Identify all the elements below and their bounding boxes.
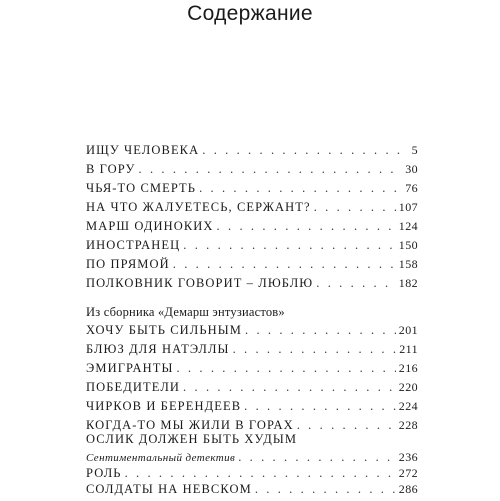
- toc-leader-dots: [297, 418, 396, 433]
- toc-entry-title: ПОЛКОВНИК ГОВОРИТ – ЛЮБЛЮ: [86, 276, 314, 290]
- toc-entry-title: ПО ПРЯМОЙ: [86, 257, 170, 271]
- toc-entry-title: МАРШ ОДИНОКИХ: [86, 219, 214, 233]
- toc-leader-dots: [125, 466, 396, 481]
- page-title: Содержание: [187, 2, 313, 25]
- toc-entry-page: 228: [398, 418, 418, 432]
- toc-entry-title: ПОБЕДИТЕЛИ: [86, 380, 181, 394]
- toc-leader-dots: [245, 323, 396, 338]
- toc-entry-page: 30: [405, 162, 418, 176]
- toc-entry-title: В ГОРУ: [86, 162, 136, 176]
- toc-entry[interactable]: [86, 219, 418, 238]
- toc-entry-title: ЧЬЯ-ТО СМЕРТЬ: [86, 181, 197, 195]
- toc-entry[interactable]: [86, 399, 418, 418]
- toc-entry-page: 76: [405, 181, 418, 195]
- collection-heading: Из сборника «Демарш энтузиастов»: [86, 305, 285, 319]
- toc-entry-title: ЭМИГРАНТЫ: [86, 361, 174, 375]
- toc-entry-title: НА ЧТО ЖАЛУЕТЕСЬ, СЕРЖАНТ?: [86, 200, 311, 214]
- toc-entry-page: 124: [398, 219, 418, 233]
- toc-leader-dots: [199, 181, 402, 196]
- toc-leader-dots: [314, 200, 396, 215]
- toc-entry[interactable]: [86, 380, 418, 399]
- toc-entry-page: 182: [398, 276, 418, 290]
- toc-entry-title: СОЛДАТЫ НА НЕВСКОМ: [86, 482, 252, 496]
- toc-entry-title: РОЛЬ: [86, 466, 122, 480]
- toc-leader-dots: [183, 380, 396, 395]
- toc-entry-title: ЧИРКОВ И БЕРЕНДЕЕВ: [86, 399, 242, 413]
- toc-entry-title: ИНОСТРАНЕЦ: [86, 238, 181, 252]
- toc-entry[interactable]: [86, 323, 418, 342]
- toc-entry[interactable]: [86, 257, 418, 276]
- toc-entry-title: ОСЛИК ДОЛЖЕН БЫТЬ ХУДЫМ: [86, 432, 298, 446]
- toc-entry[interactable]: [86, 276, 418, 295]
- toc-leader-dots: [176, 361, 395, 376]
- toc-entry[interactable]: [86, 200, 418, 219]
- toc-leader-dots: [183, 238, 396, 253]
- toc-entry-title: КОГДА-ТО МЫ ЖИЛИ В ГОРАХ: [86, 418, 294, 432]
- toc-leader-dots: [316, 276, 396, 291]
- toc-entry-title: ХОЧУ БЫТЬ СИЛЬНЫМ: [86, 323, 242, 337]
- toc-entry-page: 220: [398, 380, 418, 394]
- toc-entry-page: 5: [411, 143, 418, 157]
- toc-entry[interactable]: [86, 342, 418, 361]
- toc-entry[interactable]: [86, 361, 418, 380]
- toc-entry-page: 272: [398, 466, 418, 480]
- toc-leader-dots: [139, 162, 403, 177]
- toc-entry-title: БЛЮЗ ДЛЯ НАТЭЛЛЫ: [86, 342, 230, 356]
- toc-leader-dots: [173, 257, 396, 272]
- toc-entry-page: 201: [398, 323, 418, 337]
- toc-entry-page: 107: [398, 200, 418, 214]
- toc-leader-dots: [233, 342, 397, 357]
- toc-entry[interactable]: [86, 162, 418, 181]
- toc-leader-dots: [202, 143, 408, 158]
- toc-entry[interactable]: [86, 143, 418, 162]
- toc-entry-page: 216: [398, 361, 418, 375]
- toc-entry-page: 286: [398, 482, 418, 496]
- toc-entry-page: 224: [398, 399, 418, 413]
- toc-entry[interactable]: [86, 238, 418, 257]
- toc-leader-dots: [244, 399, 396, 414]
- toc-entry[interactable]: [86, 181, 418, 200]
- toc-leader-dots: [255, 482, 396, 497]
- toc-entry-page: 211: [399, 342, 418, 356]
- toc-entry-page: 150: [398, 238, 418, 252]
- toc-leader-dots: [217, 219, 396, 234]
- toc-entry-subtitle: Сентиментальный детектив: [86, 452, 236, 464]
- toc-entry[interactable]: [86, 482, 418, 501]
- toc-entry-page: 158: [398, 257, 418, 271]
- toc-leader-dots: [238, 450, 396, 465]
- toc-entry-heading[interactable]: [86, 432, 418, 451]
- toc-entry-title: ИЩУ ЧЕЛОВЕКА: [86, 143, 200, 157]
- toc-entry-page: 236: [398, 450, 418, 464]
